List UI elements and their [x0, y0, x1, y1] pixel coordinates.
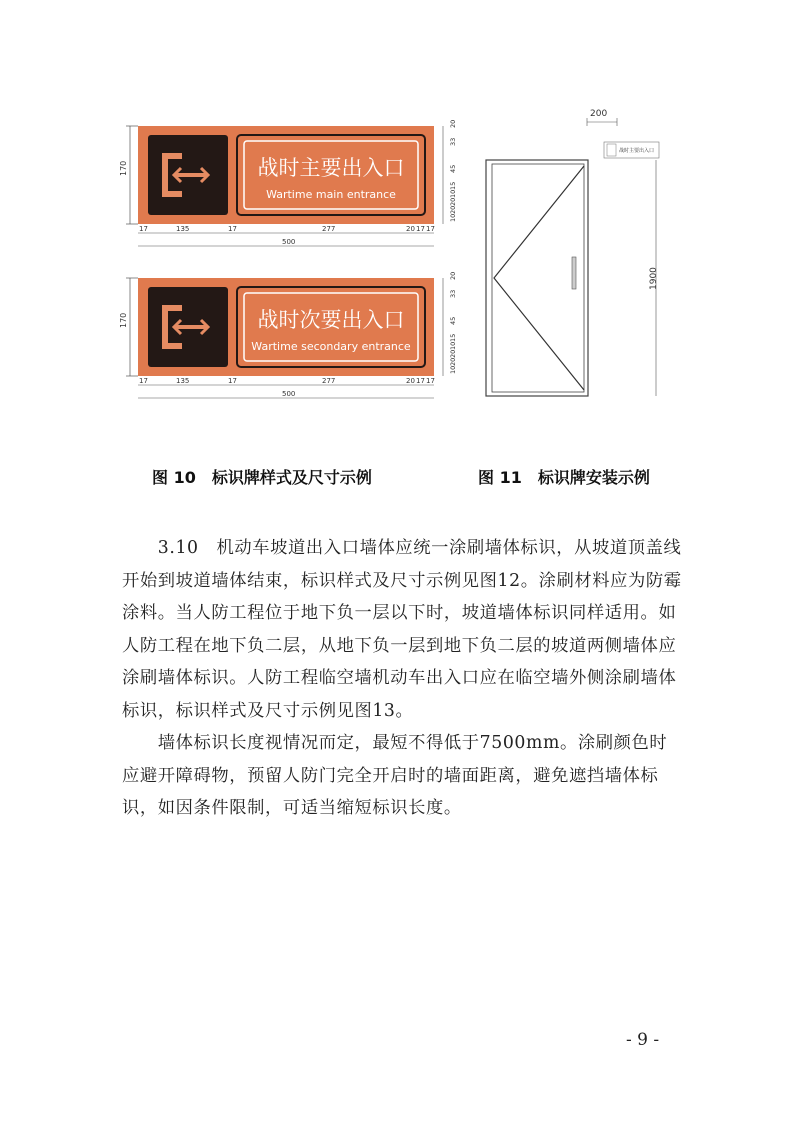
svg-text:17: 17 [426, 225, 435, 233]
svg-text:20: 20 [449, 119, 457, 128]
svg-text:277: 277 [322, 225, 336, 233]
sign-secondary-figure [110, 268, 455, 408]
svg-text:17: 17 [228, 377, 237, 385]
sign-main-total-dim: 500 [282, 238, 296, 246]
sign-main-title-en: Wartime main entrance [266, 188, 396, 201]
svg-text:33: 33 [449, 137, 457, 146]
svg-text:135: 135 [176, 377, 190, 385]
svg-text:10: 10 [449, 213, 457, 222]
svg-text:17: 17 [139, 377, 148, 385]
svg-text:17: 17 [416, 377, 425, 385]
sign-secondary-title-cn: 战时次要出入口 [257, 308, 405, 332]
svg-text:20: 20 [449, 349, 457, 358]
svg-text:135: 135 [176, 225, 190, 233]
figure-10-caption: 图 10 标识牌样式及尺寸示例 [152, 468, 372, 487]
sign-secondary-title-en: Wartime secondary entrance [251, 340, 411, 353]
svg-text:20: 20 [449, 357, 457, 366]
paragraph: 墙体标识长度视情况而定，最短不得低于7500mm。涂刷颜色时应避开障碍物，预留人防门完全开启时的墙面距离，避免遮挡墙体标识，如因条件限制，可适当缩短标识长度。 [122, 733, 668, 818]
svg-text:20: 20 [406, 377, 415, 385]
door-leaf [492, 164, 584, 392]
page-number: - 9 - [626, 1030, 660, 1050]
body-text [122, 532, 682, 825]
svg-text:15: 15 [449, 181, 457, 190]
svg-text:20: 20 [449, 271, 457, 280]
sign-secondary-total-dim: 500 [282, 390, 296, 398]
svg-text:33: 33 [449, 289, 457, 298]
svg-text:20: 20 [449, 197, 457, 206]
svg-text:17: 17 [228, 225, 237, 233]
svg-text:15: 15 [449, 333, 457, 342]
svg-text:45: 45 [449, 164, 457, 173]
svg-text:17: 17 [426, 377, 435, 385]
sign-main-figure [110, 118, 455, 258]
install-mini-label: 战时主要出入口 [619, 148, 655, 154]
install-width-dim: 200 [590, 109, 608, 119]
sign-main-height-dim: 170 [119, 160, 128, 176]
svg-text:10: 10 [449, 189, 457, 198]
paragraph: 3.10 机动车坡道出入口墙体应统一涂刷墙体标识，从坡道顶盖线开始到坡道墙体结束，标识样式及尺寸示例见图12。涂刷材料应为防霉涂料。当人防工程位于地下负一层以下时，坡道墙体标识同样适用。如人防工程在地下负二层，从地下负一层到地下负二层的坡道两侧墙体应涂刷墙体标识。人防工程临空墙机动车出入口应在临空墙外侧涂刷墙体标识，标识样式及尺寸示例见图13。 [122, 538, 682, 721]
figure-11-caption: 图 11 标识牌安装示例 [478, 468, 650, 487]
door-handle [572, 257, 576, 289]
install-height-dim: 1900 [649, 267, 659, 290]
svg-text:17: 17 [139, 225, 148, 233]
svg-text:10: 10 [449, 365, 457, 374]
svg-text:10: 10 [449, 341, 457, 350]
sign-main-title-cn: 战时主要出入口 [257, 156, 405, 180]
svg-text:277: 277 [322, 377, 336, 385]
svg-text:20: 20 [406, 225, 415, 233]
sign-secondary-height-dim: 170 [119, 312, 128, 328]
svg-text:45: 45 [449, 316, 457, 325]
svg-text:20: 20 [449, 205, 457, 214]
svg-text:17: 17 [416, 225, 425, 233]
install-figure [480, 100, 680, 405]
